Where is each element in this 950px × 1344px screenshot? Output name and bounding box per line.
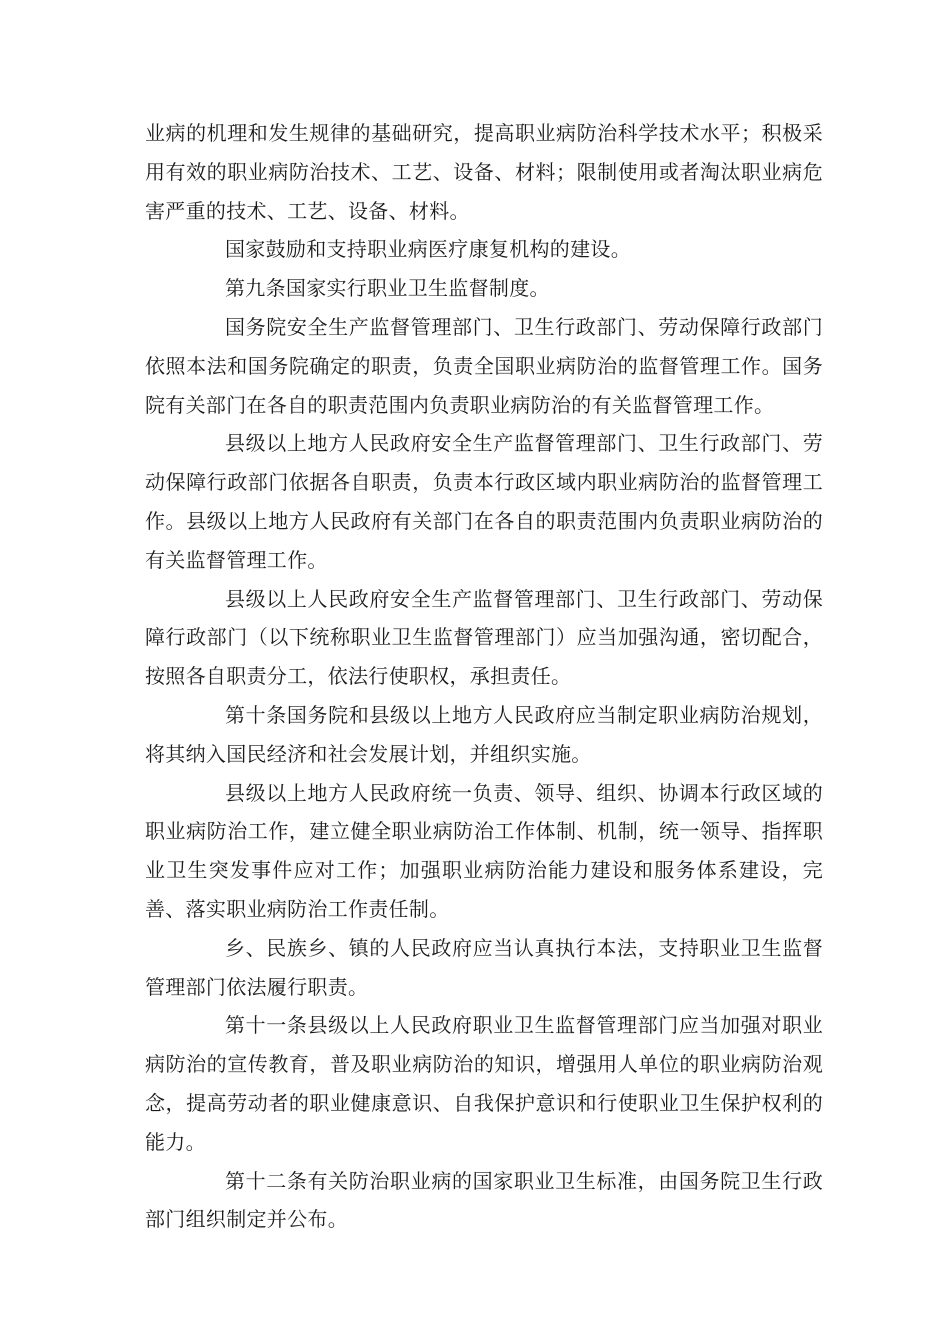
paragraph-5: 县级以上地方人民政府安全生产监督管理部门、卫生行政部门、劳动保障行政部门依据各自职责，负责本行政区域内职业病防治的监督管理工作。县级以上地方人民政府有关部门在各自的职责范围内负责职业病防治的有关监督管理工作。 (145, 431, 823, 572)
paragraph-10: 第十一条县级以上人民政府职业卫生监督管理部门应当加强对职业病防治的宣传教育，普及职业病防治的知识，增强用人单位的职业病防治观念，提高劳动者的职业健康意识、自我保护意识和行使职业卫生保护权利的能力。 (145, 1013, 823, 1154)
paragraph-1: 业病的机理和发生规律的基础研究，提高职业病防治科学技术水平；积极采用有效的职业病防治技术、工艺、设备、材料；限制使用或者淘汰职业病危害严重的技术、工艺、设备、材料。 (145, 121, 823, 223)
paragraph-4: 国务院安全生产监督管理部门、卫生行政部门、劳动保障行政部门依照本法和国务院确定的职责，负责全国职业病防治的监督管理工作。国务院有关部门在各自的职责范围内负责职业病防治的有关监督管理工作。 (145, 314, 823, 417)
paragraph-11: 第十二条有关防治职业病的国家职业卫生标准，由国务院卫生行政部门组织制定并公布。 (145, 1168, 823, 1232)
paragraph-9: 乡、民族乡、镇的人民政府应当认真执行本法，支持职业卫生监督管理部门依法履行职责。 (145, 935, 823, 999)
paragraph-2: 国家鼓励和支持职业病医疗康复机构的建设。 (225, 237, 631, 262)
paragraph-8: 县级以上地方人民政府统一负责、领导、组织、协调本行政区域的职业病防治工作，建立健全职业病防治工作体制、机制，统一领导、指挥职业卫生突发事件应对工作；加强职业病防治能力建设和服务体系建设，完善、落实职业病防治工作责任制。 (145, 780, 823, 921)
document-body (145, 114, 823, 1239)
paragraph-6: 县级以上人民政府安全生产监督管理部门、卫生行政部门、劳动保障行政部门（以下统称职业卫生监督管理部门）应当加强沟通，密切配合，按照各自职责分工，依法行使职权，承担责任。 (145, 586, 823, 689)
paragraph-3: 第九条国家实行职业卫生监督制度。 (225, 276, 550, 301)
paragraph-7: 第十条国务院和县级以上地方人民政府应当制定职业病防治规划，将其纳入国民经济和社会发展计划，并组织实施。 (145, 702, 823, 766)
